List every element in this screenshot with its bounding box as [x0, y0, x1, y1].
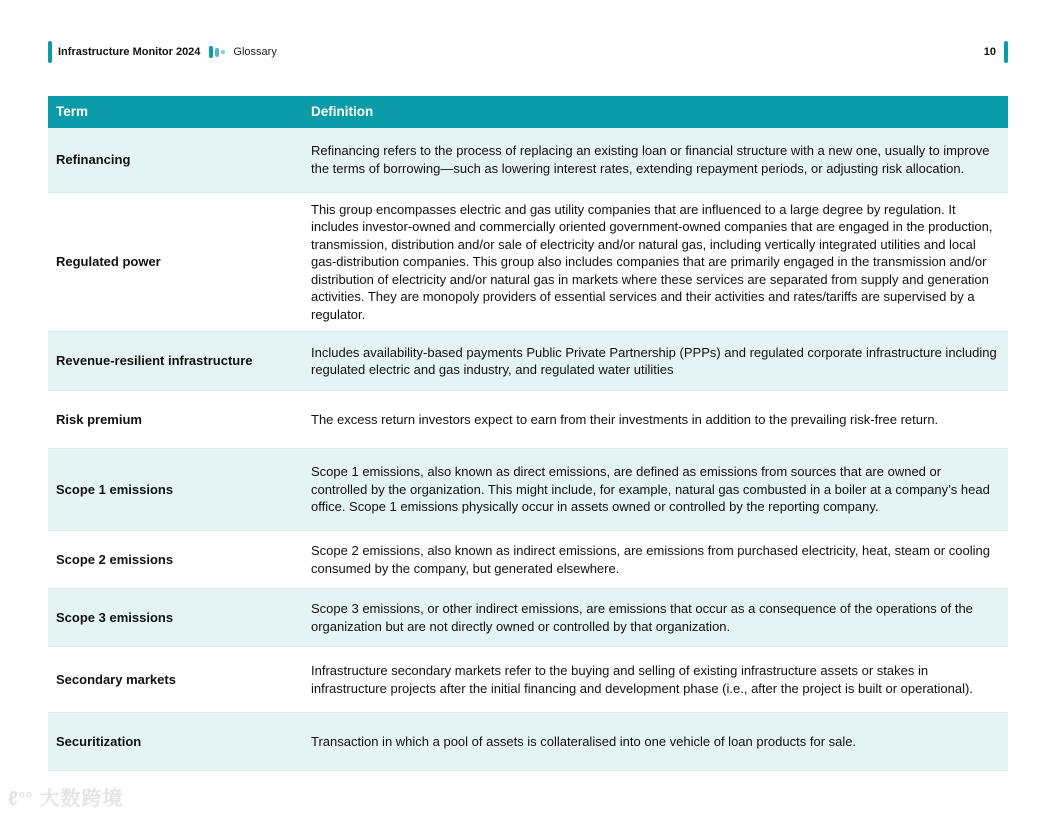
watermark-logo: ℓ$^{oo}$ 大数跨境 — [8, 788, 124, 810]
term-cell: Scope 1 emissions — [48, 449, 303, 531]
term-cell: Refinancing — [48, 128, 303, 192]
page-number-accent-bar — [1004, 41, 1008, 63]
running-header — [48, 41, 277, 63]
column-header-term: Term — [48, 96, 303, 128]
term-cell: Scope 2 emissions — [48, 531, 303, 589]
definition-cell: The excess return investors expect to earn from their investments in addition to the prevailing risk-free return. — [303, 391, 1008, 449]
definition-cell: Includes availability-based payments Public Private Partnership (PPPs) and regulated corporate infrastructure including regulated electric and gas industry, and regulated water utilities — [303, 332, 1008, 391]
definition-cell: Scope 3 emissions, or other indirect emissions, are emissions that occur as a consequence of the operations of the organization but are not directly owned or controlled by that organization. — [303, 589, 1008, 647]
table-header-row — [48, 96, 1008, 128]
table-row — [48, 647, 1008, 713]
page-number — [984, 41, 1008, 63]
term-cell: Securitization — [48, 713, 303, 771]
header-accent-bar — [48, 41, 52, 63]
table-row — [48, 449, 1008, 531]
table-row — [48, 391, 1008, 449]
watermark-text: 大数跨境 — [39, 788, 124, 810]
definition-cell: Transaction in which a pool of assets is collateralised into one vehicle of loan products for sale. — [303, 713, 1008, 771]
table-row — [48, 531, 1008, 589]
table-row — [48, 332, 1008, 391]
definition-cell: This group encompasses electric and gas utility companies that are influenced to a large degree by regulation. It includes investor-owned and commercially oriented government-owned companies that are engaged in the production, transmission, distribution and/or sale of electricity and/or natural gas, including vertically integrated utilities and local gas-distribution companies. This group also includes companies that are primarily engaged in the transmission and/or distribution of electricity and/or natural gas in markets where these services are separated from supply and generation activities. They are monopoly providers of essential services and their activities and rates/tariffs are supervised by a regulator. — [303, 192, 1008, 332]
report-title: Infrastructure Monitor 2024 — [58, 46, 201, 58]
definition-cell: Scope 1 emissions, also known as direct emissions, are defined as emissions from sources that are owned or controlled by the organization. This might include, for example, natural gas combusted in a boiler at a company’s head office. Scope 1 emissions physically occur in assets owned or controlled by the reporting company. — [303, 449, 1008, 531]
term-cell: Revenue-resilient infrastructure — [48, 332, 303, 391]
definition-cell: Scope 2 emissions, also known as indirect emissions, are emissions from purchased electricity, heat, steam or cooling consumed by the company, but generated elsewhere. — [303, 531, 1008, 589]
term-cell: Risk premium — [48, 391, 303, 449]
glossary-table — [48, 96, 1008, 771]
definition-cell: Refinancing refers to the process of replacing an existing loan or financial structure with a new one, usually to improve the terms of borrowing—such as lowering interest rates, extending repayment periods, or adjusting risk allocation. — [303, 128, 1008, 192]
section-name: Glossary — [233, 46, 277, 58]
section-divider-icon — [209, 46, 225, 58]
term-cell: Secondary markets — [48, 647, 303, 713]
term-cell: Scope 3 emissions — [48, 589, 303, 647]
table-row — [48, 713, 1008, 771]
column-header-definition: Definition — [303, 96, 1008, 128]
table-row — [48, 192, 1008, 332]
page-number-text: 10 — [983, 46, 996, 58]
table-row — [48, 589, 1008, 647]
term-cell: Regulated power — [48, 192, 303, 332]
table-row — [48, 128, 1008, 192]
definition-cell: Infrastructure secondary markets refer to the buying and selling of existing infrastructure assets or stakes in infrastructure projects after the initial financing and development phase (i.e., after the project is built or operational). — [303, 647, 1008, 713]
